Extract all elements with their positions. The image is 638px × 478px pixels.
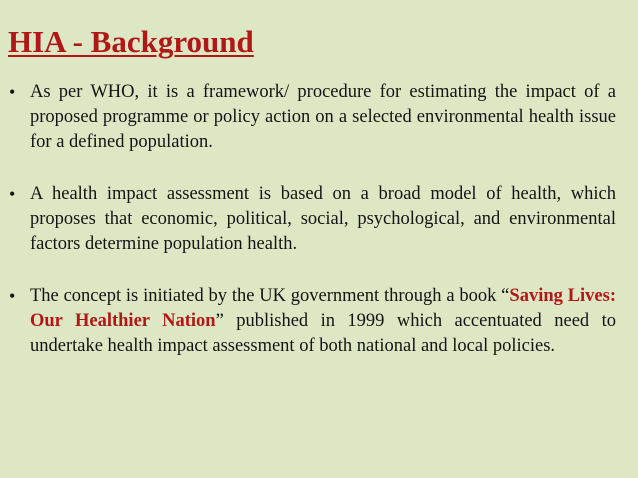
- book-title-highlight: Saving Lives: Our Healthier Nation: [30, 286, 616, 331]
- bullet-list: [0, 80, 638, 386]
- bullet-text-after: ” published in 1999 which accentuated need to undertake health impact assessment of both national and local policies.: [30, 311, 616, 356]
- bullet-item-who-definition: [0, 80, 638, 155]
- bullet-text-before: The concept is initiated by the UK government through a book “: [30, 286, 510, 306]
- bullet-icon: •: [9, 184, 16, 204]
- bullet-text: As per WHO, it is a framework/ procedure for estimating the impact of a proposed programme or policy action on a selected environmental health issue for a defined population.: [30, 82, 616, 152]
- bullet-icon: •: [9, 286, 16, 306]
- bullet-icon: •: [9, 82, 16, 102]
- bullet-text: A health impact assessment is based on a broad model of health, which proposes that economic, political, social, psychological, and environmental factors determine population health.: [30, 184, 616, 254]
- bullet-item-health-model: [0, 182, 638, 257]
- bullet-item-uk-government: [0, 284, 638, 359]
- slide-title: HIA - Background: [8, 24, 254, 59]
